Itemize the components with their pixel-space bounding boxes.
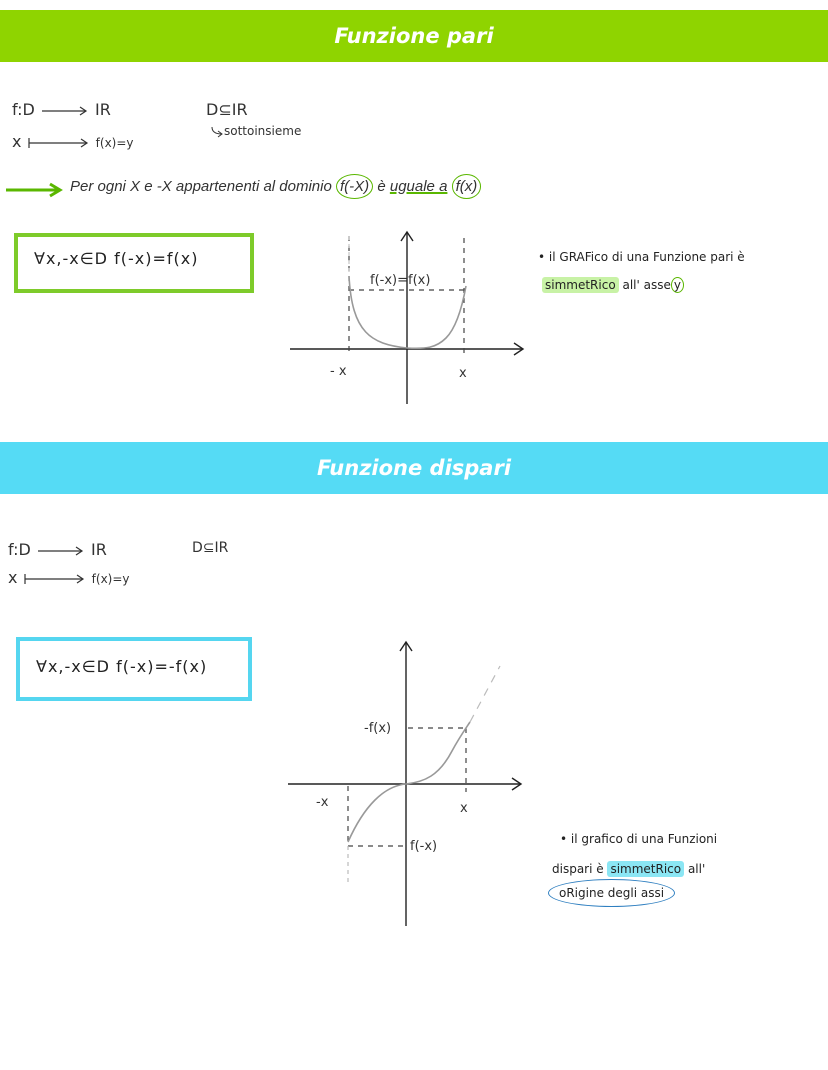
arrow-right-icon [36,544,86,558]
dispari-note-line1: • il grafico di una Funzioni [560,832,718,846]
pari-map-top: f:D IR [12,100,111,119]
pari-formula-box [14,233,254,293]
circled-f-neg-x: f(-X) [336,174,373,199]
dispari-f-negx-label: f(-x) [410,839,438,854]
pari-domain-relation: D⊆IR [206,100,248,119]
arrow-right-icon [40,104,90,118]
title-funzione-pari: Funzione pari [334,24,494,48]
dispari-note-line2: dispari è simmetRico all' [552,862,706,876]
pari-note-line2: simmetRico all' asse y [542,278,684,292]
dispari-note-line3 [548,886,675,900]
green-arrow-icon [4,182,64,198]
circled-origine-degli-assi: oRigine degli assi [548,879,675,907]
pari-map-bottom: x f(x)=y [12,132,134,151]
dispari-formula-box [16,637,252,701]
maps-to-arrow-icon [27,136,91,150]
pari-formula: ∀x,-x∈D f(-x)=f(x) [34,249,199,268]
pari-pos-x-label: x [459,366,467,381]
dispari-formula: ∀x,-x∈D f(-x)=-f(x) [36,657,208,676]
title-funzione-dispari: Funzione dispari [316,456,512,480]
pari-definition-sentence: Per ogni X e -X appartenenti al dominio f(-X) è uguale a f(x) [70,178,481,195]
dispari-map-top: f:D IR [8,540,107,559]
circled-f-x: f(x) [452,174,482,199]
dispari-domain-relation: D⊆IR [192,540,229,556]
odd-curve [348,722,470,842]
curve-ext-top [470,666,500,722]
circled-y: y [671,277,684,293]
hook-arrow-icon [210,126,224,138]
dispari-neg-fx-label: -f(x) [364,721,392,736]
pari-neg-x-label: - x [330,364,347,379]
pari-graph-label: f(-x)=f(x) [370,273,431,288]
dispari-map-bottom: x f(x)=y [8,568,130,587]
dispari-graph [284,636,524,936]
maps-to-arrow-icon [23,572,87,586]
pari-note-line1: • il GRAFico di una Funzione pari è [538,250,745,264]
highlight-simmetrico: simmetRico [607,861,684,877]
underlined-uguale: uguale a [389,178,448,195]
header-funzione-dispari [0,442,828,494]
pari-graph [286,228,546,408]
header-funzione-pari [0,10,828,62]
pari-domain-note: sottoinsieme [210,124,301,138]
dispari-pos-x-label: x [460,801,468,816]
highlight-simmetrico: simmetRico [542,277,619,293]
dispari-neg-x-label: -x [316,795,329,810]
